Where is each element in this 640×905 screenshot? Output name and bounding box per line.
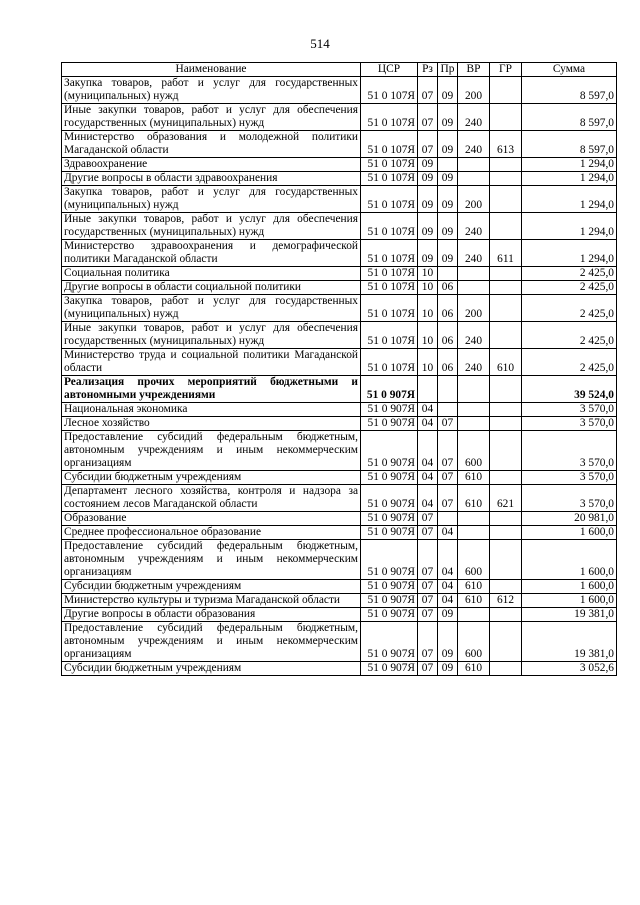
cell-sum: 3 570,0 — [522, 485, 617, 512]
cell-gr — [490, 172, 522, 186]
cell-gr — [490, 213, 522, 240]
cell-rz: 09 — [418, 186, 438, 213]
cell-pr: 09 — [438, 131, 458, 158]
cell-name: Субсидии бюджетным учреждениям — [62, 471, 361, 485]
cell-rz: 07 — [418, 526, 438, 540]
cell-sum: 3 570,0 — [522, 431, 617, 471]
cell-pr: 09 — [438, 240, 458, 267]
cell-sum: 1 294,0 — [522, 158, 617, 172]
table-row — [62, 281, 617, 295]
cell-rz: 07 — [418, 622, 438, 662]
cell-vr — [458, 512, 490, 526]
cell-rz: 10 — [418, 322, 438, 349]
table-row — [62, 322, 617, 349]
cell-gr — [490, 431, 522, 471]
cell-csr: 51 0 907Я — [361, 471, 418, 485]
cell-sum: 1 294,0 — [522, 240, 617, 267]
table-row — [62, 131, 617, 158]
cell-gr — [490, 77, 522, 104]
cell-vr: 240 — [458, 322, 490, 349]
cell-csr: 51 0 907Я — [361, 403, 418, 417]
cell-vr: 240 — [458, 131, 490, 158]
cell-name: Иные закупки товаров, работ и услуг для обеспечения государственных (муниципальных) нужд — [62, 322, 361, 349]
header-gr: ГР — [490, 63, 522, 77]
cell-gr — [490, 186, 522, 213]
cell-pr: 09 — [438, 622, 458, 662]
cell-gr — [490, 158, 522, 172]
header-pr: Пр — [438, 63, 458, 77]
cell-pr: 07 — [438, 431, 458, 471]
cell-pr: 06 — [438, 322, 458, 349]
cell-rz: 09 — [418, 240, 438, 267]
cell-csr: 51 0 907Я — [361, 540, 418, 580]
cell-pr — [438, 376, 458, 403]
cell-sum: 1 600,0 — [522, 526, 617, 540]
cell-gr — [490, 622, 522, 662]
cell-rz: 10 — [418, 349, 438, 376]
cell-name: Министерство здравоохранения и демографической политики Магаданской области — [62, 240, 361, 267]
header-rz: Рз — [418, 63, 438, 77]
cell-name: Министерство труда и социальной политики Магаданской области — [62, 349, 361, 376]
cell-pr — [438, 403, 458, 417]
cell-gr — [490, 540, 522, 580]
cell-vr — [458, 281, 490, 295]
cell-rz: 04 — [418, 417, 438, 431]
cell-vr — [458, 267, 490, 281]
table-header-row — [62, 63, 617, 77]
cell-rz: 07 — [418, 131, 438, 158]
cell-gr — [490, 104, 522, 131]
cell-name: Министерство образования и молодежной политики Магаданской области — [62, 131, 361, 158]
cell-rz: 07 — [418, 104, 438, 131]
cell-csr: 51 0 907Я — [361, 580, 418, 594]
cell-vr: 200 — [458, 77, 490, 104]
cell-sum: 8 597,0 — [522, 131, 617, 158]
cell-name: Иные закупки товаров, работ и услуг для обеспечения государственных (муниципальных) нужд — [62, 104, 361, 131]
cell-rz: 04 — [418, 403, 438, 417]
cell-csr: 51 0 107Я — [361, 267, 418, 281]
budget-table — [61, 62, 617, 676]
cell-sum: 19 381,0 — [522, 608, 617, 622]
cell-csr: 51 0 107Я — [361, 158, 418, 172]
cell-vr: 610 — [458, 662, 490, 676]
cell-vr: 240 — [458, 104, 490, 131]
cell-vr — [458, 376, 490, 403]
cell-sum: 8 597,0 — [522, 77, 617, 104]
cell-rz: 10 — [418, 281, 438, 295]
cell-pr: 09 — [438, 608, 458, 622]
cell-csr: 51 0 907Я — [361, 594, 418, 608]
cell-gr: 612 — [490, 594, 522, 608]
table-row — [62, 213, 617, 240]
table-row — [62, 77, 617, 104]
cell-sum: 1 600,0 — [522, 540, 617, 580]
cell-rz: 07 — [418, 512, 438, 526]
cell-sum: 39 524,0 — [522, 376, 617, 403]
cell-gr — [490, 512, 522, 526]
cell-name: Лесное хозяйство — [62, 417, 361, 431]
cell-csr: 51 0 907Я — [361, 485, 418, 512]
cell-vr: 610 — [458, 594, 490, 608]
cell-csr: 51 0 907Я — [361, 662, 418, 676]
cell-name: Предоставление субсидий федеральным бюджетным, автономным учреждениям и иным некоммерческим организациям — [62, 622, 361, 662]
cell-pr — [438, 512, 458, 526]
table-row — [62, 540, 617, 580]
cell-name: Другие вопросы в области здравоохранения — [62, 172, 361, 186]
cell-sum: 1 600,0 — [522, 594, 617, 608]
cell-vr: 610 — [458, 580, 490, 594]
cell-vr: 600 — [458, 431, 490, 471]
cell-sum: 3 570,0 — [522, 471, 617, 485]
cell-vr — [458, 172, 490, 186]
cell-gr — [490, 662, 522, 676]
cell-pr: 07 — [438, 485, 458, 512]
cell-name: Субсидии бюджетным учреждениям — [62, 662, 361, 676]
table-row — [62, 295, 617, 322]
cell-vr: 240 — [458, 240, 490, 267]
cell-pr: 07 — [438, 471, 458, 485]
cell-sum: 3 052,6 — [522, 662, 617, 676]
cell-gr: 611 — [490, 240, 522, 267]
cell-vr: 200 — [458, 186, 490, 213]
cell-gr: 610 — [490, 349, 522, 376]
cell-gr — [490, 471, 522, 485]
cell-rz: 04 — [418, 485, 438, 512]
cell-csr: 51 0 907Я — [361, 417, 418, 431]
cell-vr: 600 — [458, 622, 490, 662]
cell-name: Здравоохранение — [62, 158, 361, 172]
cell-gr — [490, 608, 522, 622]
cell-pr: 04 — [438, 526, 458, 540]
cell-csr: 51 0 107Я — [361, 172, 418, 186]
table-row — [62, 349, 617, 376]
cell-name: Реализация прочих мероприятий бюджетными и автономными учреждениями — [62, 376, 361, 403]
cell-name: Субсидии бюджетным учреждениям — [62, 580, 361, 594]
cell-sum: 8 597,0 — [522, 104, 617, 131]
table-row — [62, 240, 617, 267]
header-csr: ЦСР — [361, 63, 418, 77]
cell-pr: 06 — [438, 295, 458, 322]
cell-name: Предоставление субсидий федеральным бюджетным, автономным учреждениям и иным некоммерческим организациям — [62, 431, 361, 471]
cell-gr: 621 — [490, 485, 522, 512]
table-row — [62, 104, 617, 131]
cell-pr: 04 — [438, 594, 458, 608]
cell-gr — [490, 417, 522, 431]
cell-csr: 51 0 107Я — [361, 77, 418, 104]
cell-gr — [490, 526, 522, 540]
cell-gr — [490, 281, 522, 295]
cell-vr — [458, 403, 490, 417]
cell-name: Департамент лесного хозяйства, контроля и надзора за состоянием лесов Магаданской области — [62, 485, 361, 512]
cell-rz: 04 — [418, 471, 438, 485]
table-row — [62, 403, 617, 417]
header-sum: Сумма — [522, 63, 617, 77]
cell-rz: 09 — [418, 213, 438, 240]
cell-gr — [490, 295, 522, 322]
cell-sum: 2 425,0 — [522, 295, 617, 322]
cell-pr: 07 — [438, 417, 458, 431]
cell-csr: 51 0 107Я — [361, 104, 418, 131]
cell-name: Другие вопросы в области социальной политики — [62, 281, 361, 295]
cell-rz: 07 — [418, 608, 438, 622]
cell-csr: 51 0 907Я — [361, 526, 418, 540]
cell-pr — [438, 267, 458, 281]
cell-rz: 07 — [418, 77, 438, 104]
cell-pr: 09 — [438, 172, 458, 186]
cell-csr: 51 0 107Я — [361, 131, 418, 158]
cell-pr: 09 — [438, 213, 458, 240]
cell-pr: 09 — [438, 662, 458, 676]
cell-pr: 06 — [438, 281, 458, 295]
cell-rz: 10 — [418, 267, 438, 281]
cell-vr: 610 — [458, 471, 490, 485]
cell-rz: 04 — [418, 431, 438, 471]
cell-sum: 19 381,0 — [522, 622, 617, 662]
cell-name: Национальная экономика — [62, 403, 361, 417]
cell-sum: 1 294,0 — [522, 172, 617, 186]
cell-vr — [458, 608, 490, 622]
cell-name: Социальная политика — [62, 267, 361, 281]
cell-pr: 09 — [438, 186, 458, 213]
cell-gr — [490, 403, 522, 417]
cell-sum: 2 425,0 — [522, 322, 617, 349]
cell-rz: 10 — [418, 295, 438, 322]
cell-vr — [458, 417, 490, 431]
cell-name: Закупка товаров, работ и услуг для государственных (муниципальных) нужд — [62, 77, 361, 104]
cell-csr: 51 0 107Я — [361, 240, 418, 267]
cell-name: Предоставление субсидий федеральным бюджетным, автономным учреждениям и иным некоммерческим организациям — [62, 540, 361, 580]
cell-sum: 1 600,0 — [522, 580, 617, 594]
cell-csr: 51 0 907Я — [361, 622, 418, 662]
cell-name: Иные закупки товаров, работ и услуг для обеспечения государственных (муниципальных) нужд — [62, 213, 361, 240]
table-row — [62, 608, 617, 622]
cell-rz: 07 — [418, 594, 438, 608]
cell-csr: 51 0 907Я — [361, 431, 418, 471]
table-body — [62, 77, 617, 676]
cell-gr — [490, 376, 522, 403]
cell-name: Среднее профессиональное образование — [62, 526, 361, 540]
table-row — [62, 485, 617, 512]
cell-rz: 07 — [418, 580, 438, 594]
cell-csr: 51 0 107Я — [361, 322, 418, 349]
table-row — [62, 580, 617, 594]
cell-name: Закупка товаров, работ и услуг для государственных (муниципальных) нужд — [62, 295, 361, 322]
cell-pr: 06 — [438, 349, 458, 376]
cell-sum: 1 294,0 — [522, 213, 617, 240]
table-row — [62, 431, 617, 471]
cell-gr — [490, 322, 522, 349]
page-number: 514 — [310, 36, 330, 51]
cell-name: Министерство культуры и туризма Магаданской области — [62, 594, 361, 608]
cell-vr — [458, 158, 490, 172]
cell-sum: 2 425,0 — [522, 281, 617, 295]
table-row — [62, 417, 617, 431]
cell-sum: 3 570,0 — [522, 417, 617, 431]
table-row — [62, 267, 617, 281]
cell-vr: 200 — [458, 295, 490, 322]
cell-csr: 51 0 107Я — [361, 186, 418, 213]
table-row — [62, 622, 617, 662]
cell-pr: 04 — [438, 580, 458, 594]
cell-gr — [490, 267, 522, 281]
cell-sum: 3 570,0 — [522, 403, 617, 417]
table-row — [62, 186, 617, 213]
table-row — [62, 526, 617, 540]
cell-sum: 1 294,0 — [522, 186, 617, 213]
table-row — [62, 158, 617, 172]
cell-vr: 240 — [458, 213, 490, 240]
cell-name: Другие вопросы в области образования — [62, 608, 361, 622]
cell-rz: 07 — [418, 540, 438, 580]
cell-pr: 09 — [438, 104, 458, 131]
cell-vr: 240 — [458, 349, 490, 376]
cell-csr: 51 0 107Я — [361, 295, 418, 322]
cell-gr: 613 — [490, 131, 522, 158]
cell-vr: 600 — [458, 540, 490, 580]
cell-csr: 51 0 107Я — [361, 349, 418, 376]
header-name: Наименование — [62, 63, 361, 77]
table-row — [62, 512, 617, 526]
table-row — [62, 471, 617, 485]
cell-sum: 2 425,0 — [522, 349, 617, 376]
cell-pr: 04 — [438, 540, 458, 580]
table-row — [62, 662, 617, 676]
cell-name: Образование — [62, 512, 361, 526]
cell-rz: 09 — [418, 172, 438, 186]
cell-vr — [458, 526, 490, 540]
cell-rz: 07 — [418, 662, 438, 676]
table-row — [62, 376, 617, 403]
cell-sum: 2 425,0 — [522, 267, 617, 281]
cell-csr: 51 0 107Я — [361, 213, 418, 240]
cell-rz — [418, 376, 438, 403]
table-row — [62, 594, 617, 608]
cell-gr — [490, 580, 522, 594]
cell-csr: 51 0 107Я — [361, 281, 418, 295]
cell-csr: 51 0 907Я — [361, 376, 418, 403]
cell-csr: 51 0 907Я — [361, 512, 418, 526]
cell-csr: 51 0 907Я — [361, 608, 418, 622]
cell-vr: 610 — [458, 485, 490, 512]
table-row — [62, 172, 617, 186]
cell-pr — [438, 158, 458, 172]
cell-name: Закупка товаров, работ и услуг для государственных (муниципальных) нужд — [62, 186, 361, 213]
cell-rz: 09 — [418, 158, 438, 172]
cell-pr: 09 — [438, 77, 458, 104]
cell-sum: 20 981,0 — [522, 512, 617, 526]
header-vr: ВР — [458, 63, 490, 77]
